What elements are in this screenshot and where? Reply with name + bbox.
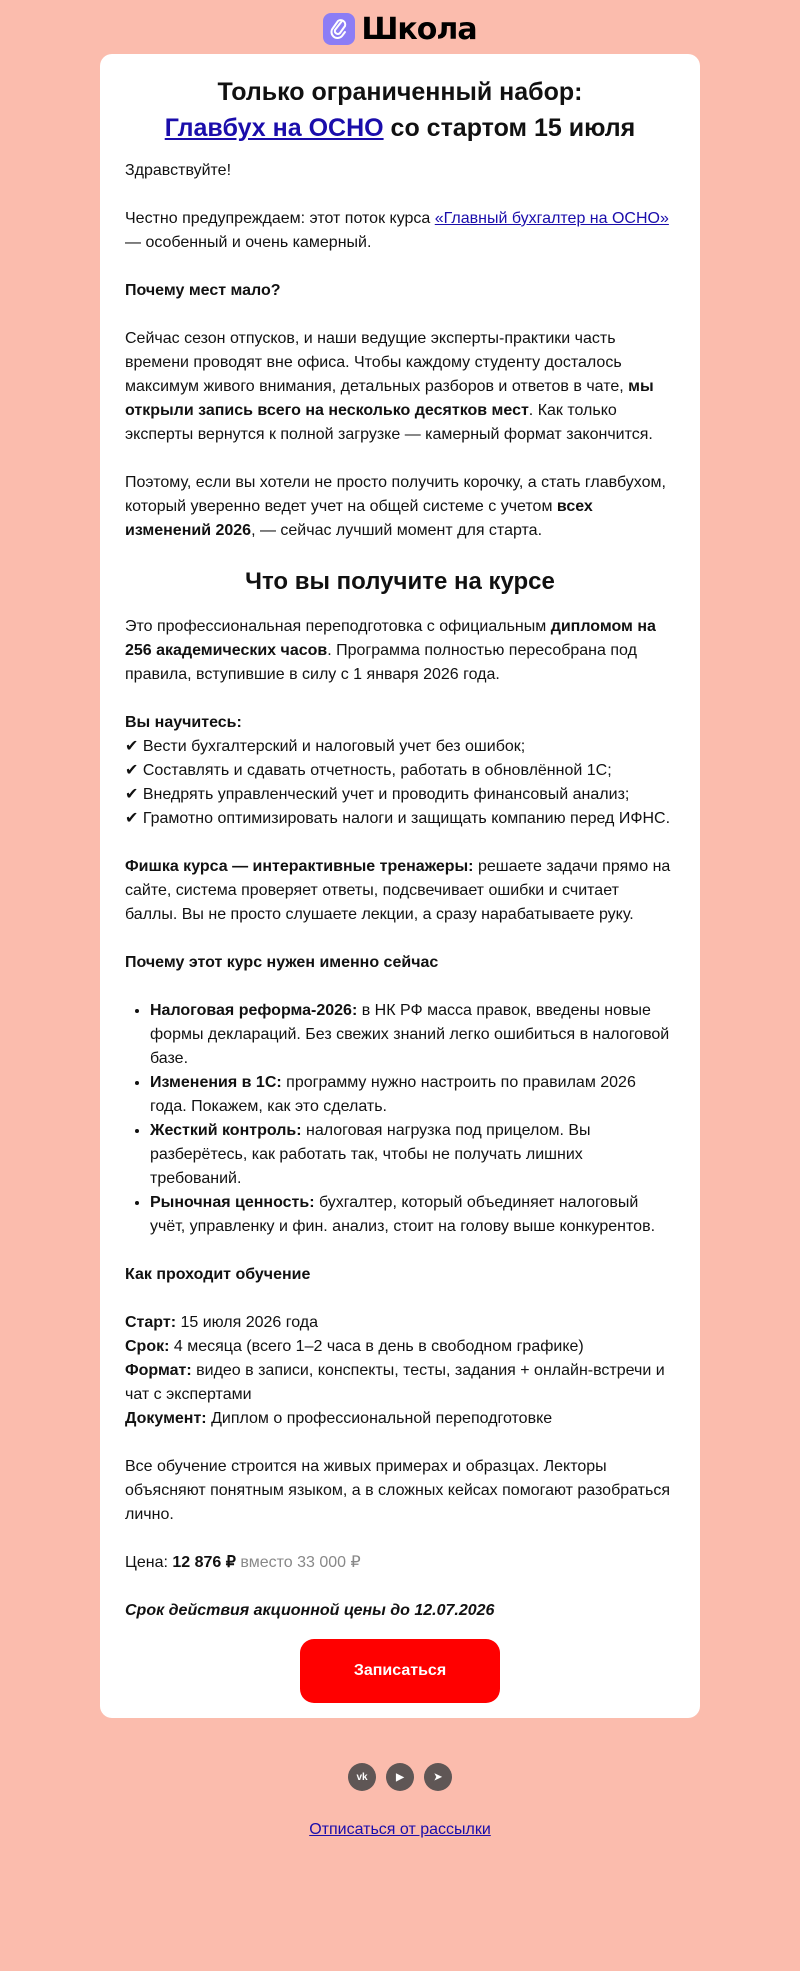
learning-heading-text: Как проходит обучение [125, 1266, 311, 1283]
title-line1: Только ограниченный набор: [217, 78, 583, 106]
why-few-bold: мы открыли запись всего на несколько десятков мест [125, 378, 654, 419]
why-few-bold2: всех изменений 2026 [125, 498, 593, 539]
intro-text-after: — особенный и очень камерный. [125, 234, 372, 251]
course-description [125, 615, 675, 687]
why-now-heading [125, 951, 675, 975]
detail-label: Документ: [125, 1410, 207, 1427]
why-few-text2-after: , — сейчас лучший момент для старта. [251, 522, 543, 539]
youtube-icon[interactable]: ▶ [386, 1763, 414, 1791]
skills-heading: Вы научитесь: [125, 714, 242, 731]
list-item [150, 1119, 675, 1191]
why-few-text-after: . Как только эксперты вернутся к полной загрузке — камерный формат закончится. [125, 402, 653, 443]
skills-block [125, 711, 675, 831]
why-few-paragraph-2 [125, 471, 675, 543]
email-title [125, 74, 675, 146]
greeting: Здравствуйте! [125, 162, 232, 179]
reason-text: программу нужно настроить по правилам 2026 года. Покажем, как это сделать. [150, 1074, 636, 1115]
detail-value: Диплом о профессиональной переподготовке [206, 1410, 553, 1427]
brand-name: Школа [361, 11, 477, 47]
title-course-link[interactable]: Главбух на ОСНО [164, 114, 384, 142]
old-price: вместо 33 000 ₽ [235, 1554, 361, 1571]
list-item [150, 1191, 675, 1239]
vk-icon[interactable]: vk [348, 1763, 376, 1791]
detail-value: видео в записи, конспекты, тесты, задания + онлайн-встречи и чат с экспертами [125, 1362, 665, 1403]
why-few-text: Сейчас сезон отпусков, и наши ведущие эксперты-практики часть времени проводят вне офиса. Чтобы каждому студенту досталось максимум живого внимания, детальных разборов и ответов в чате, [125, 330, 629, 395]
detail-value: 4 месяца (всего 1–2 часа в день в свободном графике) [169, 1338, 584, 1355]
skill-item: ✔ Составлять и сдавать отчетность, работать в обновлённой 1С; [125, 762, 612, 779]
social-links [0, 1763, 800, 1791]
reason-bold: Изменения в 1С: [150, 1074, 282, 1091]
why-few-text2: Поэтому, если вы хотели не просто получить корочку, а стать главбухом, который уверенно ведет учет на общей системе с учетом [125, 474, 666, 515]
promo-deadline: Срок действия акционной цены до 12.07.2026 [125, 1602, 495, 1619]
detail-value: 15 июля 2026 года [176, 1314, 319, 1331]
why-few-heading [125, 279, 675, 303]
title-rest: со стартом 15 июля [383, 114, 636, 142]
reason-bold: Рыночная ценность: [150, 1194, 315, 1211]
unsubscribe-link[interactable]: Отписаться от рассылки [309, 1821, 491, 1838]
course-text: Это профессиональная переподготовка с официальным [125, 618, 551, 635]
telegram-icon[interactable]: ➤ [424, 1763, 452, 1791]
detail-label: Формат: [125, 1362, 192, 1379]
course-section-title: Что вы получите на курсе [245, 568, 555, 595]
price-value: 12 876 ₽ [172, 1554, 236, 1571]
header [0, 0, 800, 56]
list-item [150, 999, 675, 1071]
intro-paragraph [125, 207, 675, 255]
reason-text: бухгалтер, который объединяет налоговый учёт, управленку и фин. анализ, стоит на голову выше конкурентов. [150, 1194, 656, 1235]
learning-note: Все обучение строится на живых примерах и образцах. Лекторы объясняют понятным языком, а в сложных кейсах помогают разобраться лично. [125, 1458, 670, 1523]
cta-container [125, 1639, 675, 1703]
feature-bold: Фишка курса — интерактивные тренажеры: [125, 858, 474, 875]
skill-item: ✔ Вести бухгалтерский и налоговый учет без ошибок; [125, 738, 526, 755]
price-line [125, 1551, 675, 1575]
why-now-heading-text: Почему этот курс нужен именно сейчас [125, 954, 439, 971]
feature-paragraph [125, 855, 675, 927]
learning-heading [125, 1263, 675, 1287]
brand-logo[interactable] [323, 12, 476, 47]
paperclip-icon [323, 13, 355, 45]
detail-label: Старт: [125, 1314, 177, 1331]
why-few-paragraph-1 [125, 327, 675, 447]
reason-bold: Налоговая реформа-2026: [150, 1002, 358, 1019]
skill-item: ✔ Грамотно оптимизировать налоги и защищать компанию перед ИФНС. [125, 810, 671, 827]
skill-item: ✔ Внедрять управленческий учет и проводить финансовый анализ; [125, 786, 630, 803]
unsubscribe-container [0, 1821, 800, 1839]
why-few-heading-text: Почему мест мало? [125, 282, 281, 299]
detail-label: Срок: [125, 1338, 170, 1355]
course-link[interactable]: «Главный бухгалтер на ОСНО» [434, 210, 669, 227]
course-text-after: . Программа полностью пересобрана под правила, вступившие в силу с 1 января 2026 года. [125, 642, 637, 683]
reason-text: налоговая нагрузка под прицелом. Вы разберётесь, как работать так, чтобы не получать лишних требований. [150, 1122, 591, 1187]
price-label: Цена: [125, 1554, 173, 1571]
signup-button[interactable]: Записаться [300, 1639, 500, 1703]
reasons-list [125, 999, 675, 1239]
intro-text: Честно предупреждаем: этот поток курса [125, 210, 435, 227]
list-item [150, 1071, 675, 1119]
reason-text: в НК РФ масса правок, введены новые формы деклараций. Без свежих знаний легко ошибиться в налоговой базе. [150, 1002, 670, 1067]
course-bold: дипломом на 256 академических часов [125, 618, 656, 659]
learning-details [125, 1311, 675, 1431]
feature-text: решаете задачи прямо на сайте, система проверяет ответы, подсвечивает ошибки и считает баллы. Вы не просто слушаете лекции, а сразу нарабатываете руку. [125, 858, 671, 923]
email-card [100, 54, 700, 1718]
reason-bold: Жесткий контроль: [150, 1122, 302, 1139]
